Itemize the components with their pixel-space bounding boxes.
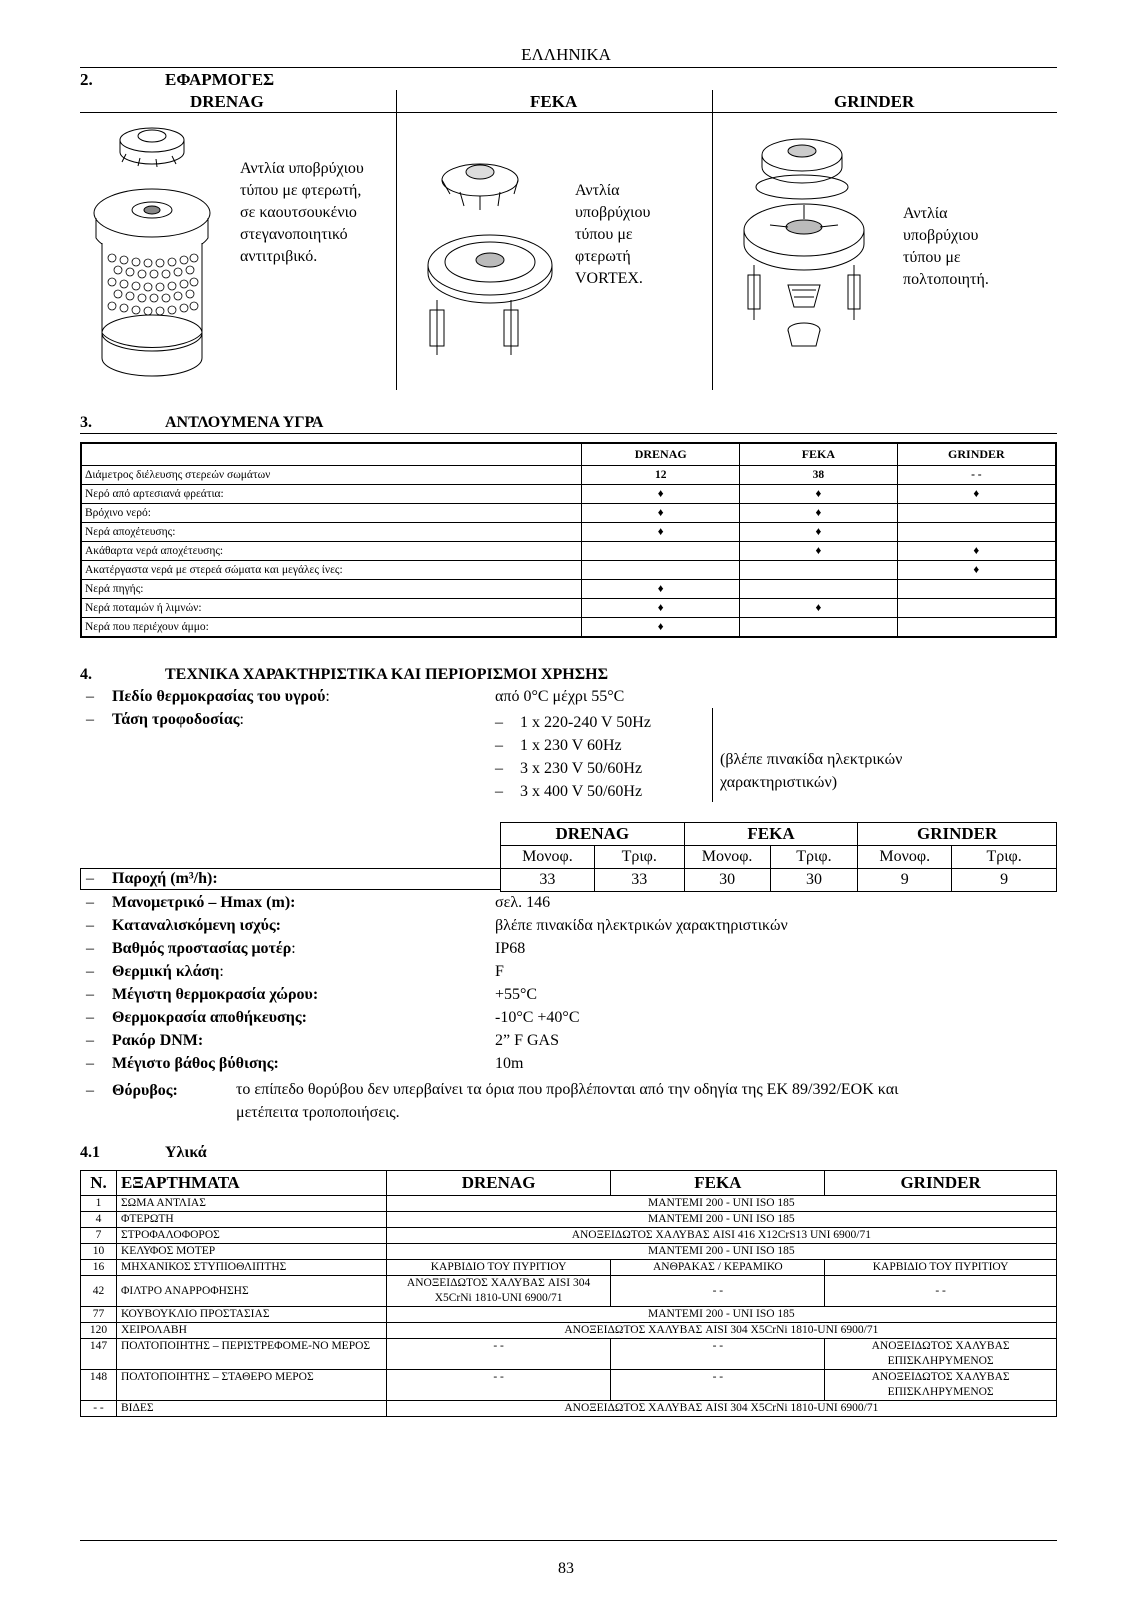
row-label: Βρόχινο νερό: — [81, 504, 582, 523]
cell-drenag — [582, 542, 740, 561]
cell-drenag: ♦ — [582, 599, 740, 618]
header-grinder: GRINDER — [897, 443, 1056, 466]
voltage-item: – 1 x 220-240 V 50Hz — [495, 714, 651, 731]
flow-sub-header: Μονοφ. — [858, 846, 952, 869]
spec-storage-label: – Θερμοκρασία αποθήκευσης: — [86, 1009, 307, 1026]
spec-protection-label: – Βαθμός προστασίας μοτέρ: — [86, 940, 296, 957]
pumped-fluids-table — [80, 442, 1057, 638]
part-name: ΦΤΕΡΩΤΗ — [116, 1212, 386, 1228]
flow-sub-header: Μονοφ. — [684, 846, 770, 869]
row-label: Ακατέργαστα νερά με στερεά σώματα και μεγάλες ίνες: — [81, 561, 582, 580]
cell-drenag: ♦ — [582, 504, 740, 523]
part-material: ΜΑΝΤΕΜΙ 200 - UNI ISO 185 — [386, 1212, 1056, 1228]
cell-feka: ♦ — [740, 523, 898, 542]
part-number: 4 — [81, 1212, 117, 1228]
materials-table — [80, 1170, 1057, 1417]
spec-connector-label: – Ρακόρ DNM: — [86, 1032, 204, 1049]
part-name: ΜΗΧΑΝΙΚΟΣ ΣΤΥΠΙΟΘΛΙΠΤΗΣ — [116, 1260, 386, 1276]
table-row — [81, 542, 1056, 561]
flow-header-drenag: DRENAG — [501, 823, 685, 846]
voltage-list — [495, 711, 651, 803]
section3-rule — [80, 433, 1057, 434]
cell-drenag: ♦ — [582, 485, 740, 504]
header-drenag: DRENAG — [386, 1171, 611, 1196]
material-grinder: - - — [825, 1276, 1057, 1307]
row-label: Νερά που περιέχουν άμμο: — [81, 618, 582, 638]
spec-connector-value: 2” F GAS — [495, 1032, 560, 1049]
row-label: Νερά αποχέτευσης: — [81, 523, 582, 542]
material-feka: ΑΝΘΡΑΚΑΣ / ΚΕΡΑΜΙΚΟ — [611, 1260, 825, 1276]
voltage-item: – 3 x 230 V 50/60Hz — [495, 760, 643, 777]
drenag-pump-illustration — [90, 118, 215, 380]
part-name: ΦΙΛΤΡΟ ΑΝΑΡΡΟΦΗΣΗΣ — [116, 1276, 386, 1307]
spec-head-value: σελ. 146 — [495, 894, 551, 911]
voltage-bracket — [712, 708, 713, 802]
section41-title: Υλικά — [165, 1144, 207, 1161]
spec-ambient-value: +55°C — [495, 986, 538, 1003]
material-drenag: - - — [386, 1339, 611, 1370]
spec-depth-label: – Μέγιστο βάθος βύθισης: — [86, 1055, 279, 1072]
cell-grinder — [897, 599, 1056, 618]
table-row — [81, 1228, 1057, 1244]
flow-header-feka: FEKA — [684, 823, 858, 846]
flow-sub-header: Τριφ. — [594, 846, 684, 869]
part-number: - - — [81, 1401, 117, 1417]
flow-sub-header: Μονοφ. — [501, 846, 595, 869]
table-row — [81, 1370, 1057, 1401]
table-row — [81, 1323, 1057, 1339]
spec-temperature-value: από 0°C μέχρι 55°C — [495, 688, 625, 705]
section2-title: ΕΦΑΡΜΟΓΕΣ — [165, 70, 275, 89]
spec-ambient-label: – Μέγιστη θερμοκρασία χώρου: — [86, 986, 319, 1003]
material-drenag: ΚΑΡΒΙΔΙΟ ΤΟΥ ΠΥΡΙΤΙΟΥ — [386, 1260, 611, 1276]
material-drenag: ΑΝΟΞΕΙΔΩΤΟΣ ΧΑΛΥΒΑΣ AISI 304 X5CrNi 1810-UNI 6900/71 — [386, 1276, 611, 1307]
material-grinder: ΑΝΟΞΕΙΔΩΤΟΣ ΧΑΛΥΒΑΣ ΕΠΙΣΚΛΗΡΥΜΕΝΟΣ — [825, 1339, 1057, 1370]
cell-feka — [740, 618, 898, 638]
cell-grinder — [897, 580, 1056, 599]
part-material: ΑΝΟΞΕΙΔΩΤΟΣ ΧΑΛΥΒΑΣ AISI 416 X12CrS13 UNI 6900/71 — [386, 1228, 1056, 1244]
row-label: Νερό από αρτεσιανά φρεάτια: — [81, 485, 582, 504]
table-row — [81, 485, 1056, 504]
section2-number: 2. — [80, 70, 93, 89]
page-language-header: ΕΛΛΗΝΙΚΑ — [521, 45, 611, 64]
row-label: Ακάθαρτα νερά αποχέτευσης: — [81, 542, 582, 561]
part-number: 7 — [81, 1228, 117, 1244]
cell-drenag: ♦ — [582, 580, 740, 599]
part-name: ΚΕΛΥΦΟΣ ΜΟΤΕΡ — [116, 1244, 386, 1260]
material-feka: - - — [611, 1339, 825, 1370]
part-number: 10 — [81, 1244, 117, 1260]
apps-divider-1 — [396, 90, 397, 390]
cell-grinder: ♦ — [897, 561, 1056, 580]
cell-grinder — [897, 523, 1056, 542]
table-row — [81, 580, 1056, 599]
table-row — [81, 618, 1056, 638]
part-name: ΣΤΡΟΦΑΛΟΦΟΡΟΣ — [116, 1228, 386, 1244]
part-number: 1 — [81, 1196, 117, 1212]
material-feka: - - — [611, 1370, 825, 1401]
empty-header-cell — [81, 443, 582, 466]
spec-thermal-value: F — [495, 963, 504, 980]
footer-rule — [80, 1540, 1057, 1541]
apps-header-rule — [80, 112, 1057, 113]
header-grinder: GRINDER — [825, 1171, 1057, 1196]
cell-feka: 38 — [740, 466, 898, 485]
voltage-item: – 3 x 400 V 50/60Hz — [495, 783, 643, 800]
part-material: ΑΝΟΞΕΙΔΩΤΟΣ ΧΑΛΥΒΑΣ AISI 304 X5CrNi 1810-UNI 6900/71 — [386, 1323, 1056, 1339]
part-name: ΒΙΔΕΣ — [116, 1401, 386, 1417]
cell-grinder: - - — [897, 466, 1056, 485]
header-feka: FEKA — [611, 1171, 825, 1196]
header-n: N. — [81, 1171, 117, 1196]
spec-voltage-label: – Τάση τροφοδοσίας: — [86, 711, 244, 728]
part-number: 120 — [81, 1323, 117, 1339]
flow-value: 30 — [684, 869, 770, 892]
drenag-description: Αντλία υποβρύχιου τύπου με φτερωτή, σε καουτσουκένιο στεγανοποιητικό αντιτριβικό. — [240, 160, 364, 265]
grinder-pump-illustration — [740, 125, 870, 365]
apps-col-drenag-title: DRENAG — [190, 92, 264, 111]
row-label: Διάμετρος διέλευσης στερεών σωμάτων — [81, 466, 582, 485]
table-row — [81, 1260, 1057, 1276]
header-feka: FEKA — [740, 443, 898, 466]
table-row — [81, 561, 1056, 580]
apps-col-feka-title: FEKA — [530, 92, 578, 111]
spec-thermal-label: – Θερμική κλάση: — [86, 963, 224, 980]
table-row — [81, 1276, 1057, 1307]
flow-value: 30 — [770, 869, 858, 892]
voltage-note: (βλέπε πινακίδα ηλεκτρικών χαρακτηριστικών) — [720, 751, 903, 791]
table-row — [81, 1244, 1057, 1260]
cell-feka — [740, 580, 898, 599]
table-header-row — [81, 443, 1056, 466]
table-row — [81, 1307, 1057, 1323]
cell-drenag: ♦ — [582, 618, 740, 638]
part-number: 77 — [81, 1307, 117, 1323]
row-label: Νερά πηγής: — [81, 580, 582, 599]
part-number: 147 — [81, 1339, 117, 1370]
section4-title: ΤΕΧΝΙΚΑ ΧΑΡΑΚΤΗΡΙΣΤΙΚΑ ΚΑΙ ΠΕΡΙΟΡΙΣΜΟΙ ΧΡΗΣΗΣ — [165, 666, 609, 683]
cell-feka — [740, 561, 898, 580]
row-label: Νερά ποταμών ή λιμνών: — [81, 599, 582, 618]
cell-feka: ♦ — [740, 485, 898, 504]
flow-value: 33 — [501, 869, 595, 892]
cell-drenag: ♦ — [582, 523, 740, 542]
part-name: ΧΕΙΡΟΛΑΒΗ — [116, 1323, 386, 1339]
part-material: ΜΑΝΤΕΜΙ 200 - UNI ISO 185 — [386, 1244, 1056, 1260]
voltage-item: – 1 x 230 V 60Hz — [495, 737, 622, 754]
cell-feka: ♦ — [740, 504, 898, 523]
spec-head-label: – Μανομετρικό – Hmax (m): — [86, 894, 296, 911]
table-row — [81, 466, 1056, 485]
part-name: ΣΩΜΑ ΑΝΤΛΙΑΣ — [116, 1196, 386, 1212]
apps-divider-2 — [712, 90, 713, 390]
table-row — [81, 1401, 1057, 1417]
cell-feka: ♦ — [740, 542, 898, 561]
material-drenag: - - — [386, 1370, 611, 1401]
flow-sub-header: Τριφ. — [770, 846, 858, 869]
material-feka: - - — [611, 1276, 825, 1307]
section3-title: ΑΝΤΛΟΥΜΕΝΑ ΥΓΡΑ — [165, 414, 324, 431]
cell-grinder — [897, 504, 1056, 523]
part-name: ΠΟΛΤΟΠΟΙΗΤΗΣ – ΣΤΑΘΕΡΟ ΜΕΡΟΣ — [116, 1370, 386, 1401]
header-parts: ΕΞΑΡΤΗΜΑΤΑ — [116, 1171, 386, 1196]
part-material: ΜΑΝΤΕΜΙ 200 - UNI ISO 185 — [386, 1307, 1056, 1323]
flow-value: 9 — [858, 869, 952, 892]
cell-grinder: ♦ — [897, 485, 1056, 504]
spec-power-label: – Καταναλισκόμενη ισχύς: — [86, 917, 281, 934]
table-row — [81, 523, 1056, 542]
section4-number: 4. — [80, 666, 92, 683]
spec-depth-value: 10m — [495, 1055, 524, 1072]
cell-drenag — [582, 561, 740, 580]
material-grinder: ΚΑΡΒΙΔΙΟ ΤΟΥ ΠΥΡΙΤΙΟΥ — [825, 1260, 1057, 1276]
section3-number: 3. — [80, 414, 92, 431]
grinder-description: Αντλία υποβρύχιου τύπου με πολτοποιητή. — [903, 205, 989, 288]
cell-feka: ♦ — [740, 599, 898, 618]
part-name: ΚΟΥΒΟΥΚΛΙΟ ΠΡΟΣΤΑΣΙΑΣ — [116, 1307, 386, 1323]
feka-pump-illustration — [420, 150, 560, 360]
part-name: ΠΟΛΤΟΠΟΙΗΤΗΣ – ΠΕΡΙΣΤΡΕΦΟΜΕ-ΝΟ ΜΕΡΟΣ — [116, 1339, 386, 1370]
part-number: 16 — [81, 1260, 117, 1276]
cell-grinder: ♦ — [897, 542, 1056, 561]
page-number: 83 — [558, 1560, 574, 1577]
part-material: ΜΑΝΤΕΜΙ 200 - UNI ISO 185 — [386, 1196, 1056, 1212]
spec-protection-value: IP68 — [495, 940, 526, 957]
part-number: 42 — [81, 1276, 117, 1307]
feka-description: Αντλία υποβρύχιου τύπου με φτερωτή VORTEX. — [575, 182, 651, 287]
table-row — [81, 599, 1056, 618]
table-row — [81, 504, 1056, 523]
flow-header-grinder: GRINDER — [858, 823, 1057, 846]
spec-storage-value: -10°C +40°C — [495, 1009, 580, 1026]
flow-value: 9 — [952, 869, 1057, 892]
spec-noise-value: το επίπεδο θορύβου δεν υπερβαίνει τα όρια που προβλέπονται από την οδηγία της ΕΚ 89/392/ΕΟΚ και μετέπειτα τροποποιήσεις. — [236, 1081, 899, 1121]
apps-col-grinder-title: GRINDER — [834, 92, 915, 111]
spec-power-value: βλέπε πινακίδα ηλεκτρικών χαρακτηριστικών — [495, 917, 788, 934]
flow-rate-table — [500, 822, 1057, 892]
cell-grinder — [897, 618, 1056, 638]
flow-sub-header: Τριφ. — [952, 846, 1057, 869]
section41-number: 4.1 — [80, 1144, 100, 1161]
cell-drenag: 12 — [582, 466, 740, 485]
spec-flow-label: – Παροχή (m³/h): — [86, 870, 218, 887]
material-grinder: ΑΝΟΞΕΙΔΩΤΟΣ ΧΑΛΥΒΑΣ ΕΠΙΣΚΛΗΡΥΜΕΝΟΣ — [825, 1370, 1057, 1401]
part-number: 148 — [81, 1370, 117, 1401]
flow-value: 33 — [594, 869, 684, 892]
spec-temperature-label: – Πεδίο θερμοκρασίας του υγρού: — [86, 688, 330, 705]
header-rule — [80, 67, 1057, 68]
spec-noise-label: – Θόρυβος: — [86, 1082, 178, 1099]
table-row — [81, 1339, 1057, 1370]
table-row — [81, 1212, 1057, 1228]
header-drenag: DRENAG — [582, 443, 740, 466]
part-material: ΑΝΟΞΕΙΔΩΤΟΣ ΧΑΛΥΒΑΣ AISI 304 X5CrNi 1810-UNI 6900/71 — [386, 1401, 1056, 1417]
table-row — [81, 1196, 1057, 1212]
